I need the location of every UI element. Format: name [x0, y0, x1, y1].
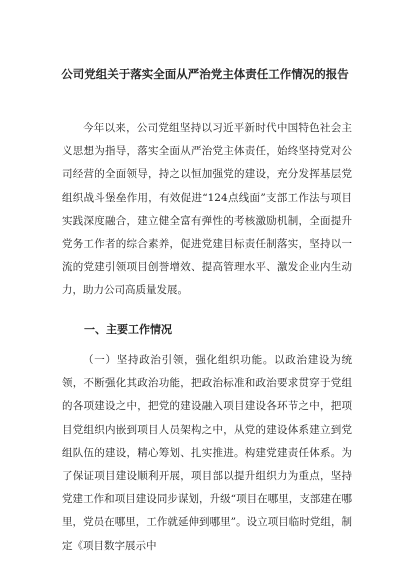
section-paragraph: （一）坚持政治引领，强化组织功能。以政治建设为统领，不断强化其政治功能，把政治标准和政治要求贯穿于党组的各项建设之中，把党的建设融入项目建设各环节之中，把项目党组织内嵌到项目人员架构之中，从党的建设体系建立到党组队伍的建设，精心筹划、扎实推进。构建党建责任体系。为了保证项目建设顺利开展，项目部以提升组织力为重点，坚持党建工作和项目建设同步谋划，升级“项目在哪里，支部建在哪里，党员在哪里，工作就延伸到哪里”。设立项目临时党组，制定《项目数字展示中 — [62, 354, 352, 552]
document-title: 公司党组关于落实全面从严治党主体责任工作情况的报告 — [61, 67, 349, 81]
section-heading: 一、主要工作情况 — [84, 323, 172, 336]
intro-paragraph: 今年以来，公司党组坚持以习近平新时代中国特色社会主义思想为指导，落实全面从严治党主体责任，始终坚持党对公司经营的全面领导，持之以恒加强党的建设，充分发挥基层党组织战斗堡垒作用，有效促进“124点线面”支部工作法与项目实践深度融合，建立健全富有弹性的考核激励机制，全面提升党务工作者的综合素养，促进党建目标责任制落实，坚持以一流的党建引领项目创誉增效、提高管理水平、激发企业内生动力，助力公司高质量发展。 — [62, 122, 352, 297]
